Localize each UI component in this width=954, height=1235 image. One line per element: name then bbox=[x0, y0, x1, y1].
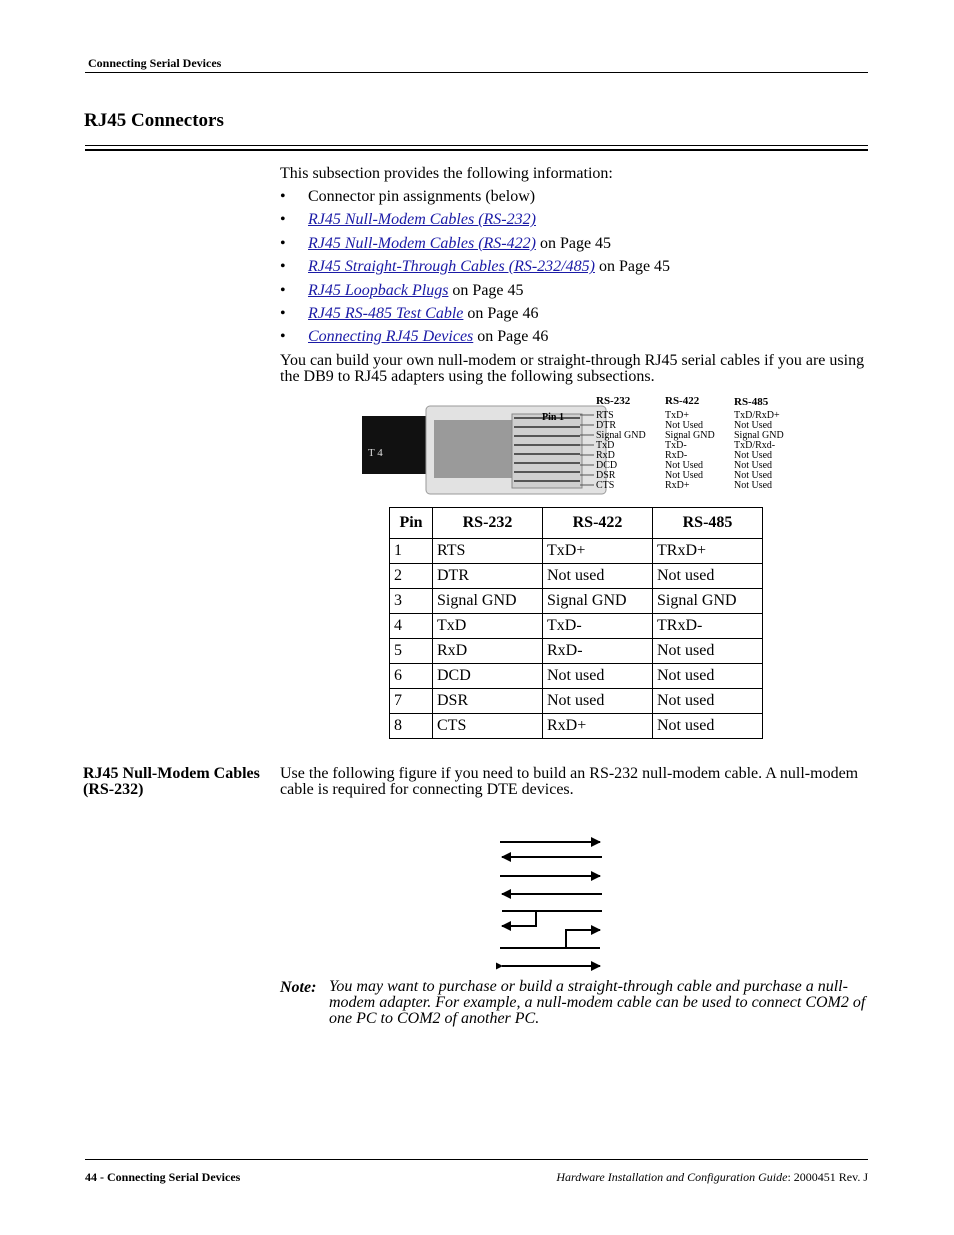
section-rule-thick bbox=[85, 149, 868, 151]
table-cell: TxD bbox=[433, 614, 543, 639]
table-cell: RxD bbox=[433, 639, 543, 664]
table-cell: Not used bbox=[653, 639, 763, 664]
table-cell: Signal GND bbox=[653, 589, 763, 614]
pin-table-body bbox=[390, 539, 763, 739]
table-cell: Not used bbox=[543, 689, 653, 714]
column-header-rs422: RS-422 bbox=[543, 508, 653, 539]
table-cell: TxD- bbox=[543, 614, 653, 639]
table-cell: Not used bbox=[543, 564, 653, 589]
link-rs485-test-cable[interactable]: RJ45 RS-485 Test Cable bbox=[308, 304, 464, 322]
table-cell: 7 bbox=[390, 689, 433, 714]
pinout-label: Signal GND bbox=[734, 430, 784, 441]
note-label: Note: bbox=[280, 979, 317, 996]
list-item bbox=[280, 188, 670, 211]
list-item-text: Connector pin assignments (below) bbox=[308, 188, 536, 205]
table-row bbox=[390, 589, 763, 614]
table-cell: RTS bbox=[433, 539, 543, 564]
pinout-label: TxD/RxD+ bbox=[734, 410, 780, 421]
table-cell: RxD+ bbox=[543, 714, 653, 739]
list-item bbox=[280, 282, 670, 305]
table-row bbox=[390, 714, 763, 739]
subsection-heading: RJ45 Null-Modem Cables (RS-232) bbox=[83, 765, 260, 798]
footer-guide-title: Hardware Installation and Configuration Guide bbox=[556, 1170, 788, 1184]
table-cell: 4 bbox=[390, 614, 433, 639]
null-modem-wiring-diagram bbox=[496, 833, 608, 975]
plug-boot bbox=[434, 420, 512, 478]
subsection-text: Use the following figure if you need to build an RS-232 null-modem cable. A null-modem cable is required for connecting DTE devices. bbox=[280, 765, 859, 798]
topic-list bbox=[280, 188, 670, 352]
list-item bbox=[280, 328, 670, 351]
table-cell: TRxD+ bbox=[653, 539, 763, 564]
bullet-icon: • bbox=[280, 281, 286, 299]
table-cell: Signal GND bbox=[543, 589, 653, 614]
wire-branch-left bbox=[502, 911, 536, 926]
table-row bbox=[390, 539, 763, 564]
section-title: RJ45 Connectors bbox=[84, 110, 224, 131]
table-cell: TxD+ bbox=[543, 539, 653, 564]
pinout-header-rs485: RS-485 bbox=[734, 396, 769, 408]
column-header-pin: Pin bbox=[390, 508, 433, 539]
table-row bbox=[390, 564, 763, 589]
pinout-label: Not Used bbox=[665, 460, 704, 471]
footer-doc-title bbox=[556, 1170, 868, 1185]
pinout-label: Signal GND bbox=[596, 430, 646, 441]
list-item bbox=[280, 211, 670, 234]
pinout-label: RxD- bbox=[665, 450, 688, 461]
table-cell: 2 bbox=[390, 564, 433, 589]
list-item-suffix: on Page 45 bbox=[448, 281, 524, 299]
list-item bbox=[280, 258, 670, 281]
table-cell: 3 bbox=[390, 589, 433, 614]
table-row bbox=[390, 689, 763, 714]
list-item-suffix: on Page 45 bbox=[535, 234, 612, 252]
bullet-icon: • bbox=[280, 304, 286, 322]
table-cell: Not used bbox=[653, 689, 763, 714]
bullet-icon: • bbox=[280, 188, 286, 205]
link-null-modem-rs422[interactable]: RJ45 Null-Modem Cables (RS-422) bbox=[308, 234, 536, 252]
adapter-paragraph: You can build your own null-modem or straight-through RJ45 serial cables if you are using the DB9 to RJ45 adapters using the following subsections. bbox=[280, 352, 865, 385]
note-text: You may want to purchase or build a straight-through cable and purchase a null-modem adapter. For example, a null-modem cable can be used to connect COM2 of one PC to COM2 of another PC. bbox=[329, 978, 866, 1027]
intro-text: This subsection provides the following information: bbox=[280, 165, 613, 182]
bullet-icon: • bbox=[280, 328, 286, 346]
table-cell: 1 bbox=[390, 539, 433, 564]
pinout-label: TxD/Rxd- bbox=[734, 440, 776, 451]
pinout-label: RTS bbox=[596, 410, 614, 421]
pinout-label: Not Used bbox=[734, 450, 773, 461]
link-straight-through[interactable]: RJ45 Straight-Through Cables (RS-232/485) bbox=[308, 258, 595, 276]
list-item bbox=[280, 305, 670, 328]
plug-contacts-area bbox=[512, 414, 582, 488]
pinout-label: DCD bbox=[596, 460, 618, 471]
table-cell: 8 bbox=[390, 714, 433, 739]
running-header: Connecting Serial Devices bbox=[88, 56, 222, 70]
pinout-label: Not Used bbox=[665, 420, 704, 431]
table-cell: TRxD- bbox=[653, 614, 763, 639]
pinout-label: CTS bbox=[596, 480, 615, 491]
bullet-icon: • bbox=[280, 211, 286, 229]
list-item bbox=[280, 235, 670, 258]
pinout-label: DTR bbox=[596, 420, 616, 431]
link-loopback-plugs[interactable]: RJ45 Loopback Plugs bbox=[308, 281, 449, 299]
footer-doc-number: : 2000451 Rev. J bbox=[787, 1170, 868, 1184]
link-connecting-rj45[interactable]: Connecting RJ45 Devices bbox=[308, 328, 474, 346]
footer-rule bbox=[85, 1159, 868, 1160]
header-rule bbox=[85, 72, 868, 73]
link-null-modem-rs232[interactable]: RJ45 Null-Modem Cables (RS-232) bbox=[308, 211, 536, 229]
table-cell: CTS bbox=[433, 714, 543, 739]
pinout-label: RxD bbox=[596, 450, 615, 461]
pinout-label: Not Used bbox=[734, 460, 773, 471]
column-header-rs232: RS-232 bbox=[433, 508, 543, 539]
table-cell: Not used bbox=[653, 664, 763, 689]
list-item-suffix: on Page 46 bbox=[463, 304, 539, 322]
pinout-label: Signal GND bbox=[665, 430, 715, 441]
table-row bbox=[390, 639, 763, 664]
table-cell: Not used bbox=[653, 714, 763, 739]
table-cell: Signal GND bbox=[433, 589, 543, 614]
pinout-label: TxD bbox=[596, 440, 615, 451]
table-cell: DCD bbox=[433, 664, 543, 689]
pinout-header-rs422: RS-422 bbox=[665, 395, 700, 407]
table-cell: 6 bbox=[390, 664, 433, 689]
table-row bbox=[390, 614, 763, 639]
pinout-label: Not Used bbox=[734, 470, 773, 481]
table-cell: 5 bbox=[390, 639, 433, 664]
pinout-label: DSR bbox=[596, 470, 616, 481]
pinout-label: TxD+ bbox=[665, 410, 689, 421]
pinout-header-rs232: RS-232 bbox=[596, 395, 631, 407]
table-cell: Not used bbox=[543, 664, 653, 689]
pinout-label: TxD- bbox=[665, 440, 687, 451]
pinout-label: Not Used bbox=[665, 470, 704, 481]
pin-assignment-table bbox=[389, 507, 763, 739]
table-row bbox=[390, 664, 763, 689]
footer-page-label: 44 - Connecting Serial Devices bbox=[85, 1170, 241, 1184]
pinout-label: Not Used bbox=[734, 420, 773, 431]
table-cell: Not used bbox=[653, 564, 763, 589]
bullet-icon: • bbox=[280, 234, 286, 252]
list-item-suffix: on Page 45 bbox=[594, 258, 671, 276]
table-cell: DSR bbox=[433, 689, 543, 714]
table-cell: DTR bbox=[433, 564, 543, 589]
rj45-pinout-figure bbox=[362, 392, 802, 500]
bullet-icon: • bbox=[280, 258, 286, 276]
wire-branch-right bbox=[566, 930, 600, 948]
list-item-suffix: on Page 46 bbox=[473, 328, 549, 346]
table-cell: RxD- bbox=[543, 639, 653, 664]
table-header-row bbox=[390, 508, 763, 539]
column-header-rs485: RS-485 bbox=[653, 508, 763, 539]
plug-mark-text: T 4 bbox=[368, 447, 383, 459]
pinout-label: RxD+ bbox=[665, 480, 690, 491]
section-rule-thin bbox=[85, 145, 868, 146]
pin1-label: Pin 1 bbox=[542, 412, 564, 423]
cable-jacket bbox=[362, 416, 432, 474]
pinout-rows bbox=[580, 410, 784, 491]
pinout-label: Not Used bbox=[734, 480, 773, 491]
